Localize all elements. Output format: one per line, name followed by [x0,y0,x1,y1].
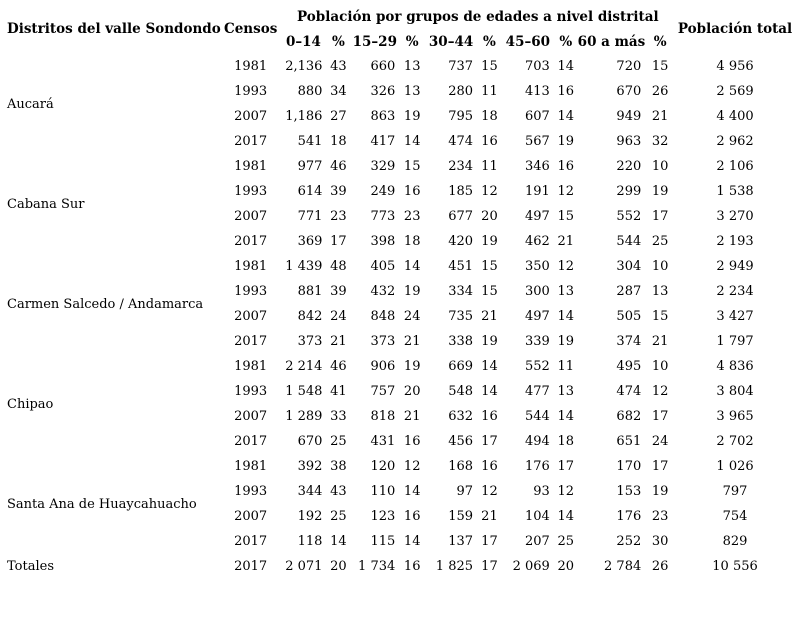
value-45-60: 544 [524,409,550,424]
value-0-14: 670 [297,434,323,449]
pct-15-29: 13 [403,59,421,74]
pct-header: % [405,34,419,50]
totals-pct-60-plus: 26 [651,559,669,574]
table-row [4,454,795,479]
pct-0-14: 23 [330,209,347,224]
pct-60-plus: 23 [651,509,669,524]
pct-15-29: 14 [403,484,421,499]
pct-45-60: 16 [557,159,574,174]
pct-0-14: 39 [330,184,347,199]
value-60-plus: 651 [616,434,642,449]
pct-30-44: 17 [481,434,498,449]
pct-15-29: 13 [403,84,421,99]
pct-header: % [331,34,345,50]
pct-45-60: 21 [557,234,574,249]
pct-30-44: 17 [481,534,498,549]
pct-60-plus: 19 [651,484,669,499]
pct-30-44: 20 [481,209,498,224]
value-45-60: 176 [524,459,550,474]
pct-60-plus: 24 [651,434,669,449]
total-value: 3 965 [716,409,754,424]
pct-60-plus: 17 [651,209,669,224]
header-row-1 [4,4,795,30]
value-15-29: 863 [370,109,396,124]
pct-0-14: 43 [330,59,347,74]
total-value: 2 569 [716,84,754,99]
district-name: Cabana Sur [7,196,85,212]
total-value: 3 270 [716,209,754,224]
value-30-44: 97 [456,484,474,499]
value-0-14: 2,136 [285,59,323,74]
value-60-plus: 682 [616,409,642,424]
value-45-60: 300 [524,284,550,299]
total-value: 1 026 [716,459,754,474]
district-name: Carmen Salcedo / Andamarca [7,296,204,312]
pct-45-60: 11 [557,359,574,374]
value-60-plus: 153 [616,484,642,499]
census-year: 1981 [234,159,268,174]
pct-30-44: 18 [481,109,498,124]
total-value: 1 538 [716,184,754,199]
value-30-44: 185 [448,184,474,199]
census-header: Censos [223,21,278,37]
pct-30-44: 16 [481,134,498,149]
value-45-60: 93 [533,484,550,499]
total-value: 2 234 [716,284,754,299]
totals-value-30-44: 1 825 [435,559,474,574]
pct-header: % [653,34,667,50]
pct-15-29: 14 [403,534,421,549]
totals-value-0-14: 2 071 [285,559,323,574]
pct-0-14: 43 [330,484,347,499]
value-30-44: 677 [448,209,474,224]
value-45-60: 350 [524,259,550,274]
value-30-44: 795 [448,109,474,124]
pct-45-60: 12 [557,184,574,199]
pct-30-44: 16 [481,459,498,474]
census-year: 2007 [234,109,268,124]
district-name: Aucará [7,96,54,112]
census-year: 2007 [234,509,268,524]
pct-15-29: 12 [403,459,421,474]
pct-15-29: 19 [403,109,421,124]
pct-15-29: 20 [403,384,421,399]
pct-30-44: 19 [481,234,498,249]
value-30-44: 451 [448,259,474,274]
pct-0-14: 17 [330,234,347,249]
value-0-14: 881 [297,284,323,299]
pct-30-44: 15 [481,259,498,274]
value-30-44: 737 [448,59,474,74]
pct-60-plus: 21 [651,109,669,124]
value-45-60: 207 [524,534,550,549]
value-45-60: 104 [524,509,550,524]
value-30-44: 137 [448,534,474,549]
pct-0-14: 21 [330,334,347,349]
age-header-15-29: 15–29 [352,34,397,50]
value-15-29: 123 [370,509,396,524]
totals-row [4,554,795,579]
value-0-14: 880 [297,84,323,99]
value-60-plus: 176 [616,509,642,524]
value-15-29: 818 [370,409,396,424]
pct-60-plus: 19 [651,184,669,199]
value-30-44: 632 [448,409,474,424]
pct-15-29: 23 [403,209,421,224]
pct-30-44: 11 [481,84,498,99]
census-year: 1981 [234,459,268,474]
value-60-plus: 552 [616,209,642,224]
pct-30-44: 19 [481,334,498,349]
value-60-plus: 287 [616,284,642,299]
value-60-plus: 374 [616,334,642,349]
pct-0-14: 46 [330,359,347,374]
pct-0-14: 48 [330,259,347,274]
pct-30-44: 16 [481,409,498,424]
pct-30-44: 14 [481,359,498,374]
census-year: 1993 [234,384,268,399]
totals-value-15-29: 1 734 [358,559,396,574]
value-45-60: 346 [524,159,550,174]
value-15-29: 757 [370,384,396,399]
pct-45-60: 14 [557,409,574,424]
pct-60-plus: 15 [651,309,669,324]
value-45-60: 607 [524,109,550,124]
value-30-44: 280 [448,84,474,99]
value-0-14: 614 [297,184,323,199]
pct-45-60: 19 [557,334,574,349]
pct-header: % [559,34,573,50]
age-header-45-60: 45–60 [505,34,550,50]
total-value: 2 702 [716,434,754,449]
census-year: 1993 [234,484,268,499]
pct-15-29: 14 [403,259,421,274]
pct-60-plus: 15 [651,59,669,74]
value-45-60: 339 [524,334,550,349]
census-year: 2007 [234,209,268,224]
pct-60-plus: 30 [651,534,669,549]
pct-30-44: 11 [481,159,498,174]
value-60-plus: 720 [616,59,642,74]
pct-45-60: 15 [557,209,574,224]
value-45-60: 497 [524,309,550,324]
value-60-plus: 505 [616,309,642,324]
pct-45-60: 16 [557,84,574,99]
totals-pct-0-14: 20 [330,559,347,574]
value-45-60: 567 [524,134,550,149]
district-header: Distritos del valle Sondondo [7,21,221,37]
value-0-14: 373 [297,334,323,349]
value-60-plus: 495 [616,359,642,374]
value-45-60: 462 [524,234,550,249]
census-year: 1993 [234,84,268,99]
totals-census-year: 2017 [234,559,268,574]
age-header-30-44: 30–44 [428,34,474,50]
value-0-14: 344 [297,484,323,499]
pct-15-29: 16 [403,184,421,199]
value-15-29: 405 [370,259,396,274]
age-header-60-plus: 60 a más [577,34,646,50]
value-30-44: 234 [448,159,474,174]
pct-0-14: 46 [330,159,347,174]
pct-45-60: 12 [557,259,574,274]
value-45-60: 191 [524,184,550,199]
pct-60-plus: 17 [651,459,669,474]
totals-pct-45-60: 20 [557,559,574,574]
pct-15-29: 14 [403,134,421,149]
value-45-60: 552 [524,359,550,374]
value-0-14: 392 [297,459,323,474]
pct-60-plus: 12 [651,384,669,399]
pct-60-plus: 25 [651,234,669,249]
pct-60-plus: 21 [651,334,669,349]
value-60-plus: 170 [616,459,642,474]
total-header: Población total [677,21,793,37]
pct-60-plus: 32 [651,134,669,149]
value-15-29: 432 [370,284,396,299]
pct-30-44: 15 [481,59,498,74]
value-15-29: 373 [370,334,396,349]
total-value: 754 [722,509,748,524]
pct-header: % [483,34,496,50]
value-30-44: 669 [448,359,474,374]
pct-45-60: 14 [557,309,574,324]
census-year: 1993 [234,284,268,299]
totals-value-45-60: 2 069 [512,559,550,574]
totals-pct-15-29: 16 [403,559,421,574]
pct-30-44: 21 [481,309,498,324]
census-year: 1981 [234,359,268,374]
value-0-14: 541 [297,134,323,149]
pct-0-14: 33 [330,409,347,424]
pct-15-29: 16 [403,434,421,449]
total-value: 2 106 [716,159,754,174]
census-year: 1993 [234,184,268,199]
value-30-44: 420 [448,234,474,249]
pct-45-60: 17 [557,459,574,474]
value-15-29: 906 [370,359,396,374]
pct-45-60: 14 [557,59,574,74]
value-0-14: 842 [297,309,323,324]
pct-60-plus: 10 [651,259,669,274]
pct-0-14: 41 [330,384,347,399]
value-30-44: 159 [448,509,474,524]
value-60-plus: 949 [616,109,642,124]
pct-15-29: 24 [403,309,421,324]
value-15-29: 773 [370,209,396,224]
pct-45-60: 25 [557,534,574,549]
population-table [4,4,795,579]
pct-15-29: 19 [403,284,421,299]
census-year: 2017 [234,534,268,549]
table-row [4,54,795,79]
value-15-29: 417 [370,134,396,149]
pct-60-plus: 10 [651,159,669,174]
totals-total-value: 10 556 [712,559,758,574]
pct-0-14: 39 [330,284,347,299]
pct-30-44: 21 [481,509,498,524]
pct-30-44: 15 [481,284,498,299]
totals-label: Totales [7,559,54,574]
value-30-44: 334 [448,284,474,299]
value-15-29: 660 [370,59,396,74]
pct-45-60: 14 [557,509,574,524]
census-year: 2017 [234,234,268,249]
pct-45-60: 13 [557,384,574,399]
value-15-29: 848 [370,309,396,324]
pct-45-60: 14 [557,109,574,124]
value-0-14: 118 [297,534,323,549]
total-value: 4 956 [716,59,754,74]
total-value: 2 949 [716,259,754,274]
pct-0-14: 34 [330,84,347,99]
pct-15-29: 16 [403,509,421,524]
value-15-29: 120 [370,459,396,474]
value-15-29: 329 [370,159,396,174]
value-30-44: 735 [448,309,474,324]
value-30-44: 168 [448,459,474,474]
pct-15-29: 18 [403,234,421,249]
value-45-60: 413 [524,84,550,99]
value-45-60: 477 [524,384,550,399]
value-0-14: 1 289 [285,409,323,424]
value-15-29: 249 [370,184,396,199]
pct-45-60: 13 [557,284,574,299]
value-0-14: 2 214 [285,359,323,374]
pct-0-14: 14 [330,534,347,549]
value-60-plus: 963 [616,134,642,149]
value-45-60: 494 [524,434,550,449]
pct-60-plus: 13 [651,284,669,299]
census-year: 1981 [234,259,268,274]
pct-60-plus: 10 [651,359,669,374]
pct-30-44: 12 [481,484,498,499]
census-year: 2007 [234,309,268,324]
pct-0-14: 24 [330,309,347,324]
total-value: 2 962 [716,134,754,149]
total-value: 4 836 [716,359,754,374]
census-year: 2017 [234,134,268,149]
table-body [4,54,795,579]
total-value: 2 193 [716,234,754,249]
pct-15-29: 15 [403,159,421,174]
census-year: 1981 [234,59,268,74]
value-45-60: 703 [524,59,550,74]
value-60-plus: 474 [616,384,642,399]
value-0-14: 977 [297,159,323,174]
value-0-14: 369 [297,234,323,249]
pct-15-29: 21 [403,409,421,424]
value-60-plus: 252 [616,534,642,549]
pct-15-29: 19 [403,359,421,374]
pct-0-14: 27 [330,109,347,124]
value-45-60: 497 [524,209,550,224]
value-30-44: 474 [448,134,474,149]
pct-30-44: 14 [481,384,498,399]
census-year: 2017 [234,334,268,349]
value-0-14: 192 [297,509,323,524]
pct-15-29: 21 [403,334,421,349]
value-0-14: 771 [297,209,323,224]
value-30-44: 548 [448,384,474,399]
district-name: Santa Ana de Huaycahuacho [7,496,197,512]
value-15-29: 326 [370,84,396,99]
value-60-plus: 304 [616,259,642,274]
table-row [4,354,795,379]
pct-45-60: 12 [557,484,574,499]
pct-60-plus: 26 [651,84,669,99]
table-row [4,154,795,179]
pct-0-14: 25 [330,434,347,449]
value-0-14: 1 439 [285,259,323,274]
value-0-14: 1 548 [285,384,323,399]
pct-0-14: 18 [330,134,347,149]
total-value: 3 427 [716,309,754,324]
value-30-44: 338 [448,334,474,349]
total-value: 829 [722,534,748,549]
pct-45-60: 19 [557,134,574,149]
total-value: 1 797 [716,334,754,349]
value-15-29: 110 [370,484,396,499]
age-group-title: Población por grupos de edades a nivel distrital [297,9,659,25]
pct-30-44: 12 [481,184,498,199]
value-0-14: 1,186 [285,109,323,124]
value-60-plus: 544 [616,234,642,249]
census-year: 2007 [234,409,268,424]
value-15-29: 115 [370,534,396,549]
total-value: 4 400 [716,109,754,124]
census-year: 2017 [234,434,268,449]
totals-value-60-plus: 2 784 [604,559,642,574]
pct-0-14: 38 [330,459,347,474]
value-30-44: 456 [448,434,474,449]
total-value: 3 804 [716,384,754,399]
pct-0-14: 25 [330,509,347,524]
pct-60-plus: 17 [651,409,669,424]
pct-45-60: 18 [557,434,574,449]
value-60-plus: 220 [616,159,642,174]
age-header-0-14: 0–14 [286,34,321,50]
value-15-29: 431 [370,434,396,449]
total-value: 797 [722,484,748,499]
table-row [4,254,795,279]
value-15-29: 398 [370,234,396,249]
district-name: Chipao [7,396,54,412]
value-60-plus: 299 [616,184,642,199]
value-60-plus: 670 [616,84,642,99]
totals-pct-30-44: 17 [481,559,498,574]
